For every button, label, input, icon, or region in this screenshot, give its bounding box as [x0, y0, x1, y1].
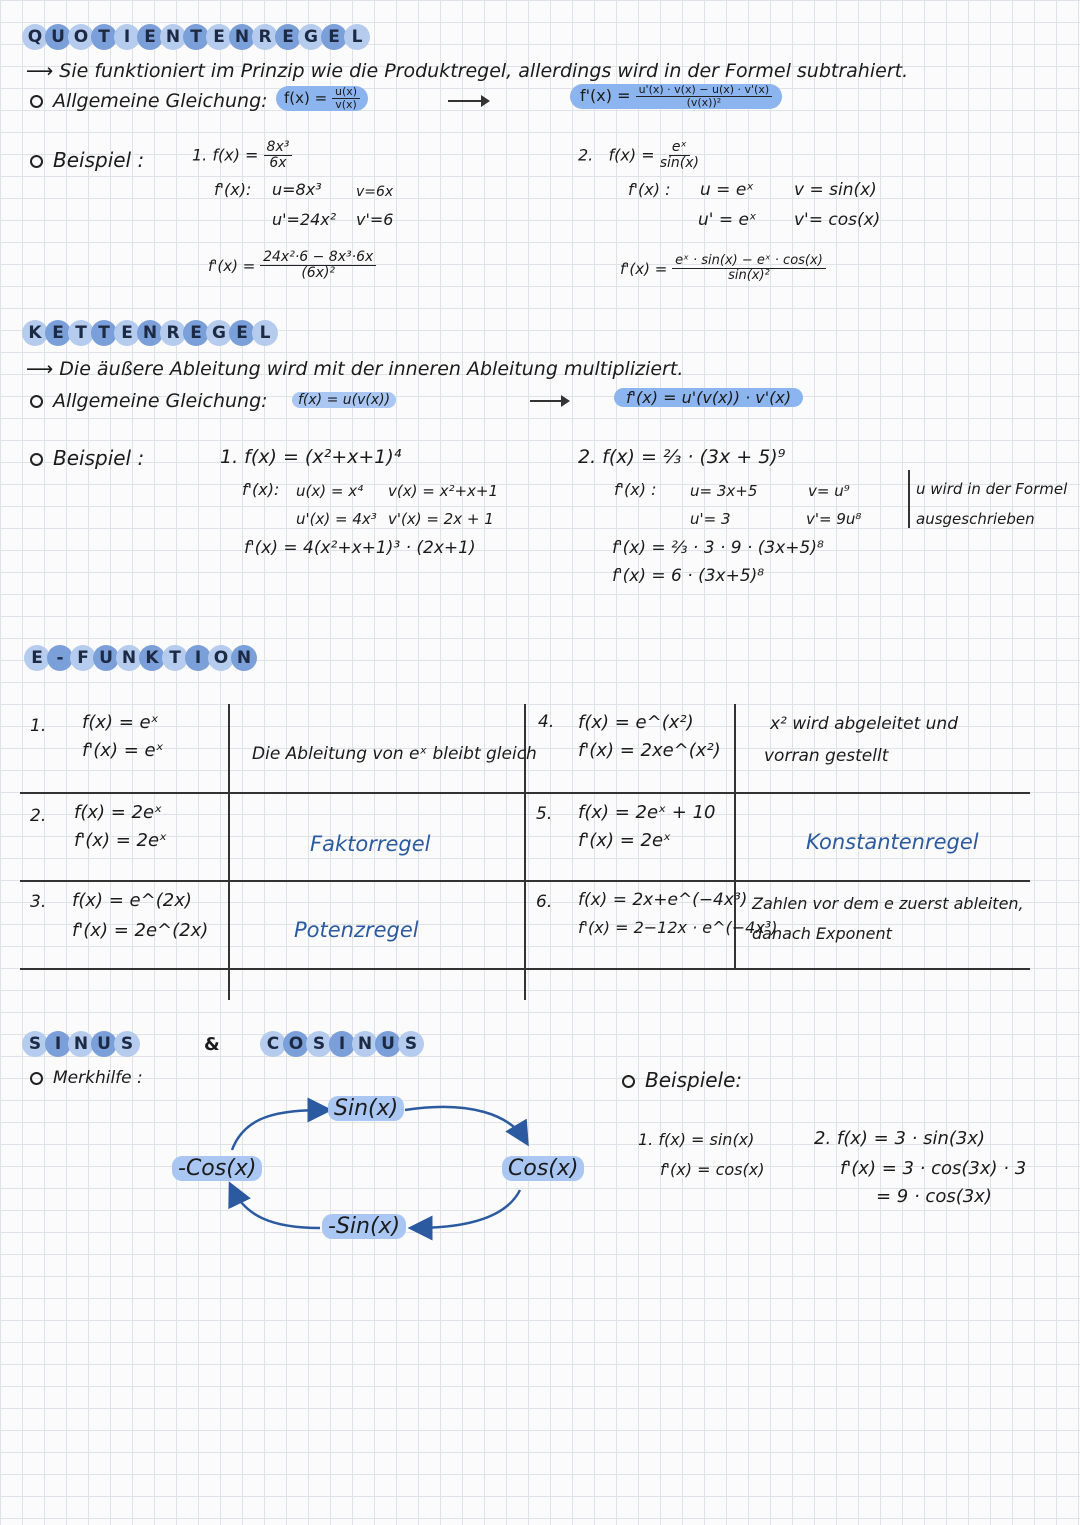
efunc-title-letter: F	[70, 645, 96, 671]
chain-title-letter: T	[68, 320, 94, 346]
chain-intro-text: Die äußere Ableitung wird mit der inneren Ableitung multipliziert.	[59, 358, 684, 380]
cosinus-title-letter: C	[260, 1031, 286, 1057]
quotient-ex1-result	[208, 250, 376, 282]
arrow-right-icon	[530, 400, 568, 402]
arrow-cos-to-sin	[232, 1110, 325, 1150]
efunc-title-letter: I	[185, 645, 211, 671]
function-fraction	[660, 140, 699, 172]
quotient-derivative-lhs: f'(x) =	[580, 86, 631, 106]
quotient-ex1-up: u'=24x²	[272, 210, 337, 229]
chain-ex1-up: u'(x) = 4x³	[296, 510, 377, 528]
bullet-icon	[30, 155, 43, 168]
chain-title-letter: T	[91, 320, 117, 346]
function-lhs: f(x) =	[608, 145, 655, 165]
table-row-description: Zahlen vor dem e zuerst ableiten,	[752, 894, 1024, 913]
quotient-title-letter: O	[68, 24, 94, 50]
fraction-numerator: 24x²·6 − 8x³·6x	[260, 250, 376, 266]
quotient-title-letter: R	[252, 24, 278, 50]
quotient-title-letter: T	[183, 24, 209, 50]
sincos-ex1-function: 1. f(x) = sin(x)	[638, 1130, 755, 1149]
quotient-ex2-vp: v'= cos(x)	[794, 210, 881, 230]
quotient-title	[22, 24, 367, 50]
table-row-description: Potenzregel	[294, 918, 419, 942]
quotient-title-letter: G	[298, 24, 324, 50]
function-lhs: f(x) =	[212, 145, 259, 165]
example-label-text: Beispiel :	[53, 446, 145, 470]
efunc-title-letter: K	[139, 645, 165, 671]
table-divider-v	[228, 704, 230, 1000]
table-row-number: 5.	[536, 804, 553, 824]
quotient-example-label	[30, 148, 144, 172]
chain-title-letter: E	[114, 320, 140, 346]
quotient-ex1-u: u=8x³	[272, 180, 322, 199]
fraction-numerator: 8x³	[264, 140, 293, 156]
cosinus-title-letter: S	[306, 1031, 332, 1057]
cycle-sin: Sin(x)	[328, 1096, 404, 1121]
chain-ex1-function: 1. f(x) = (x²+x+1)⁴	[220, 446, 402, 468]
sincos-ex1-derivative: f'(x) = cos(x)	[660, 1160, 765, 1179]
quotient-ex2-fp-label: f'(x) :	[628, 180, 671, 199]
table-row-derivative: f'(x) = 2xe^(x²)	[578, 740, 721, 761]
chain-ex1-v: v(x) = x²+x+1	[388, 482, 499, 500]
arrow-right-icon: ⟶	[26, 60, 54, 82]
table-row-function: f(x) = 2eˣ	[74, 802, 163, 823]
result-fraction	[260, 250, 376, 282]
cosinus-title	[260, 1031, 421, 1057]
efunc-title-letter: O	[208, 645, 234, 671]
quotient-derivative-fraction	[636, 84, 773, 109]
fraction-numerator: eˣ	[669, 140, 690, 156]
bullet-icon	[30, 1072, 43, 1085]
quotient-general-formula	[276, 86, 368, 111]
table-divider-h	[20, 792, 1030, 794]
quotient-derivative-formula	[570, 84, 782, 109]
chain-ex1-u: u(x) = x⁴	[296, 482, 364, 500]
quotient-title-letter: E	[137, 24, 163, 50]
chain-general-formula: f(x) = u(v(x))	[292, 392, 396, 408]
cosinus-title-letter: U	[375, 1031, 401, 1057]
quotient-intro	[26, 60, 908, 82]
quotient-title-letter: Q	[22, 24, 48, 50]
chain-derivative-formula: f'(x) = u'(v(x)) · v'(x)	[614, 388, 803, 407]
cosinus-title-letter: I	[329, 1031, 355, 1057]
fraction-numerator: eˣ · sin(x) − eˣ · cos(x)	[672, 254, 826, 269]
example-number: 2.	[578, 145, 594, 165]
chain-intro	[26, 358, 683, 380]
table-row-function: f(x) = e^(x²)	[578, 712, 694, 733]
ampersand: &	[204, 1034, 220, 1055]
efunc-title	[24, 645, 254, 671]
chain-ex2-u: u= 3x+5	[690, 482, 758, 500]
fraction-denominator: v(x)	[335, 98, 357, 112]
table-row-number: 1.	[30, 716, 47, 736]
arrow-sin-to-cos	[405, 1107, 525, 1140]
arrow-right-icon: ⟶	[26, 358, 54, 380]
cosinus-title-letter: N	[352, 1031, 378, 1057]
quotient-ex2-result	[620, 254, 826, 284]
chain-ex2-vp: v'= 9u⁸	[806, 510, 862, 528]
quotient-general-label: Allgemeine Gleichung:	[53, 90, 268, 112]
quotient-ex1-fp-label: f'(x):	[214, 180, 252, 199]
chain-ex2-v: v= u⁹	[808, 482, 850, 500]
quotient-ex2-v: v = sin(x)	[794, 180, 877, 200]
chain-ex1-fp-label: f'(x):	[242, 480, 280, 499]
table-row-number: 3.	[30, 892, 47, 912]
result-lhs: f'(x) =	[620, 259, 668, 278]
fraction-denominator: (6x)²	[301, 265, 336, 282]
table-row-description: danach Exponent	[752, 924, 892, 943]
efunc-title-letter: U	[93, 645, 119, 671]
sinus-title-letter: S	[114, 1031, 140, 1057]
table-row-derivative: f'(x) = 2e^(2x)	[72, 920, 209, 941]
cosinus-title-letter: S	[398, 1031, 424, 1057]
fraction-numerator: u'(x) · v(x) − u(x) · v'(x)	[636, 84, 773, 97]
note-divider	[908, 470, 910, 528]
table-divider-h	[20, 880, 1030, 882]
arrow-negsin-to-negcos	[232, 1188, 320, 1228]
chain-ex2-result: f'(x) = 6 · (3x+5)⁸	[612, 566, 765, 586]
efunc-title-letter: N	[116, 645, 142, 671]
table-row-derivative: f'(x) = eˣ	[82, 740, 164, 761]
quotient-title-letter: E	[206, 24, 232, 50]
cycle-neg-sin: -Sin(x)	[322, 1214, 406, 1239]
quotient-title-letter: E	[321, 24, 347, 50]
cycle-neg-cos: -Cos(x)	[172, 1156, 262, 1181]
table-row-function: f(x) = e^(2x)	[72, 890, 192, 911]
sinus-title	[22, 1031, 137, 1057]
arrow-right-icon	[448, 100, 488, 102]
table-row-description: Konstantenregel	[806, 830, 979, 854]
table-row-function: f(x) = 2x+e^(−4x³)	[578, 890, 748, 910]
sincos-ex2-derivative: f'(x) = 3 · cos(3x) · 3	[840, 1158, 1027, 1179]
result-lhs: f'(x) =	[208, 256, 256, 275]
quotient-ex2-up: u' = eˣ	[698, 210, 757, 230]
table-row-derivative: f'(x) = 2−12x · e^(−4x³)	[578, 918, 778, 937]
quotient-ex2-f	[578, 140, 699, 172]
sinus-title-letter: S	[22, 1031, 48, 1057]
efunc-title-letter: -	[47, 645, 73, 671]
fraction-denominator: 6x	[269, 155, 287, 172]
efunc-title-letter: T	[162, 645, 188, 671]
chain-note-line2: ausgeschrieben	[916, 510, 1035, 528]
chain-ex1-result: f'(x) = 4(x²+x+1)³ · (2x+1)	[244, 538, 476, 558]
quotient-ex2-u: u = eˣ	[700, 180, 754, 200]
chain-title-letter: L	[252, 320, 278, 346]
example-number: 1.	[192, 145, 208, 165]
fraction-denominator: (v(x))²	[686, 96, 722, 110]
function-fraction	[264, 140, 293, 172]
table-row-function: f(x) = eˣ	[82, 712, 159, 733]
sinus-title-letter: I	[45, 1031, 71, 1057]
chain-general-label: Allgemeine Gleichung:	[53, 390, 268, 412]
bullet-icon	[30, 453, 43, 466]
table-row-description: Die Ableitung von eˣ bleibt gleich	[252, 744, 537, 764]
quotient-general-fraction	[332, 86, 360, 111]
example-label-text: Beispiel :	[53, 148, 145, 172]
quotient-title-letter: N	[160, 24, 186, 50]
table-row-description: x² wird abgeleitet und	[770, 714, 958, 734]
table-row-description: Faktorregel	[310, 832, 431, 856]
chain-title-letter: K	[22, 320, 48, 346]
fraction-numerator: u(x)	[332, 86, 360, 99]
fraction-denominator: sin(x)	[659, 155, 699, 172]
table-row-derivative: f'(x) = 2eˣ	[578, 830, 672, 851]
bullet-icon	[30, 95, 43, 108]
quotient-intro-text: Sie funktioniert im Prinzip wie die Produktregel, allerdings wird in der Formel subtrahiert.	[59, 60, 909, 82]
chain-title-letter: E	[45, 320, 71, 346]
chain-ex2-function: 2. f(x) = ⅔ · (3x + 5)⁹	[578, 446, 786, 468]
table-row-number: 6.	[536, 892, 553, 912]
chain-title	[22, 320, 275, 346]
cosinus-title-letter: O	[283, 1031, 309, 1057]
sinus-title-letter: N	[68, 1031, 94, 1057]
quotient-general-lhs: f(x) =	[284, 89, 328, 108]
sincos-ex2-result: = 9 · cos(3x)	[876, 1186, 992, 1207]
arrow-cos-to-negsin	[415, 1190, 520, 1228]
efunc-title-letter: E	[24, 645, 50, 671]
chain-ex1-vp: v'(x) = 2x + 1	[388, 510, 494, 528]
fraction-denominator: sin(x)²	[728, 268, 770, 284]
quotient-ex1-f	[192, 140, 292, 172]
chain-title-letter: N	[137, 320, 163, 346]
quotient-title-letter: N	[229, 24, 255, 50]
quotient-general	[30, 90, 268, 112]
sinus-title-letter: U	[91, 1031, 117, 1057]
table-row-function: f(x) = 2eˣ + 10	[578, 802, 716, 823]
chain-title-letter: E	[183, 320, 209, 346]
cycle-cos: Cos(x)	[502, 1156, 584, 1181]
quotient-title-letter: T	[91, 24, 117, 50]
quotient-ex1-v: v=6x	[356, 184, 394, 200]
table-row-description: vorran gestellt	[764, 746, 889, 766]
examples-label-text: Beispiele:	[645, 1068, 743, 1092]
table-row-number: 2.	[30, 806, 47, 826]
quotient-title-letter: U	[45, 24, 71, 50]
quotient-ex1-vp: v'=6	[356, 210, 394, 229]
hint-label-text: Merkhilfe :	[53, 1068, 143, 1088]
table-row-number: 4.	[538, 712, 555, 732]
chain-example-label	[30, 446, 144, 470]
sincos-hint	[30, 1068, 143, 1088]
quotient-title-letter: E	[275, 24, 301, 50]
bullet-icon	[30, 395, 43, 408]
chain-ex2-step: f'(x) = ⅔ · 3 · 9 · (3x+5)⁸	[612, 538, 824, 558]
chain-ex2-fp-label: f'(x) :	[614, 480, 657, 499]
chain-title-letter: R	[160, 320, 186, 346]
sincos-ex2-function: 2. f(x) = 3 · sin(3x)	[814, 1128, 986, 1149]
table-row-derivative: f'(x) = 2eˣ	[74, 830, 168, 851]
chain-title-letter: G	[206, 320, 232, 346]
chain-ex2-up: u'= 3	[690, 510, 731, 528]
table-divider-h	[20, 968, 1030, 970]
quotient-title-letter: L	[344, 24, 370, 50]
efunc-title-letter: N	[231, 645, 257, 671]
bullet-icon	[622, 1075, 635, 1088]
chain-note-line1: u wird in der Formel	[916, 480, 1068, 498]
result-fraction	[672, 254, 826, 284]
quotient-title-letter: I	[114, 24, 140, 50]
chain-general	[30, 390, 268, 412]
sincos-examples-label	[622, 1068, 742, 1092]
chain-title-letter: E	[229, 320, 255, 346]
